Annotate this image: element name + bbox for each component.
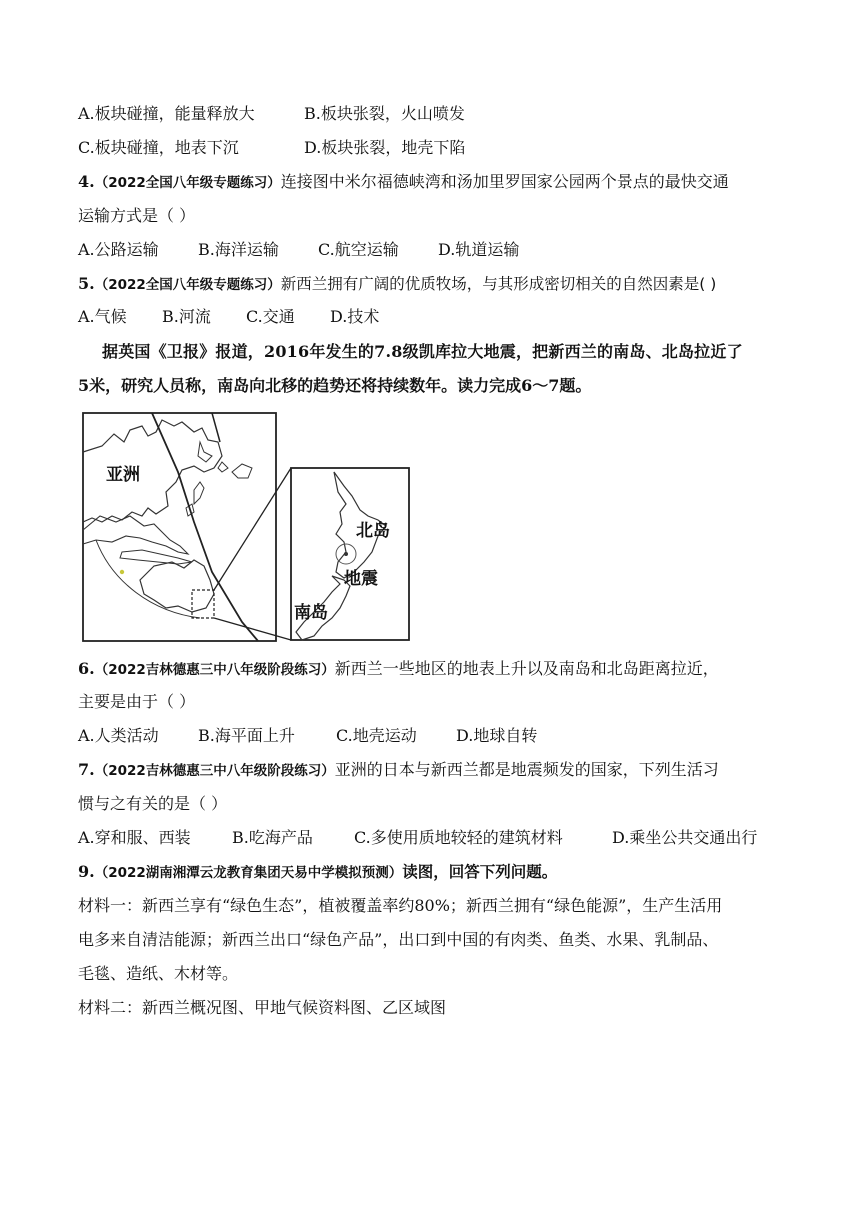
q5-options xyxy=(78,307,379,327)
q5-option-c: C.交通 xyxy=(246,307,295,326)
q3-options-row2 xyxy=(78,138,465,158)
q4-option-b: B.海洋运输 xyxy=(198,240,279,259)
q6-options xyxy=(78,726,537,746)
q9-stem xyxy=(78,862,557,883)
q5-option-d: D.技术 xyxy=(330,307,380,326)
q9-material1-line1: 材料一：新西兰享有“绿色生态”，植被覆盖率约80%；新西兰拥有“绿色能源”，生产生活用 xyxy=(78,896,723,915)
q5-stem-text: 新西兰拥有广阔的优质牧场，与其形成密切相关的自然因素是( ) xyxy=(280,275,717,293)
label-north-island: 北岛 xyxy=(356,521,390,541)
q9-material1-line3: 毛毯、造纸、木材等。 xyxy=(78,964,239,983)
q7-options xyxy=(78,828,757,848)
new-zealand-map-figure xyxy=(82,412,412,644)
q6-option-a: A.人类活动 xyxy=(78,726,159,745)
q5-source: （2022全国八年级专题练习） xyxy=(94,277,281,293)
q3-option-b: B.板块张裂，火山喷发 xyxy=(304,104,465,123)
q6-number: 6. xyxy=(78,659,95,678)
q7-number: 7. xyxy=(78,760,95,779)
q9-material1-line2: 电多来自清洁能源；新西兰出口“绿色产品”，出口到中国的有肉类、鱼类、水果、乳制品、 xyxy=(78,930,719,949)
q3-option-d: D.板块张裂，地壳下陷 xyxy=(304,138,466,157)
q7-stem-line2: 惯与之有关的是（ ） xyxy=(78,794,228,813)
passage-line1: 据英国《卫报》报道，2016年发生的7.8级凯库拉大地震，把新西兰的南岛、北岛拉近了 xyxy=(102,342,743,361)
q5-stem xyxy=(78,274,716,295)
q7-option-a: A.穿和服、西装 xyxy=(78,828,191,847)
q9-source: （2022湖南湘潭云龙教育集团天易中学模拟预测） xyxy=(94,865,403,881)
q7-option-d: D.乘坐公共交通出行 xyxy=(612,828,758,847)
q4-stem-line2: 运输方式是（ ） xyxy=(78,206,196,225)
q7-stem xyxy=(78,760,719,781)
earthquake-epicenter xyxy=(344,552,348,556)
q5-number: 5. xyxy=(78,274,95,293)
q5-option-a: A.气候 xyxy=(78,307,127,326)
q4-option-c: C.航空运输 xyxy=(318,240,399,259)
q7-source: （2022吉林德惠三中八年级阶段练习） xyxy=(94,763,335,779)
q9-number: 9. xyxy=(78,862,95,881)
q3-option-c: C.板块碰撞，地表下沉 xyxy=(78,138,239,157)
q6-stem-line2: 主要是由于（ ） xyxy=(78,692,196,711)
passage-line2: 5米，研究人员称，南岛向北移的趋势还将持续数年。读力完成6～7题。 xyxy=(78,376,592,395)
q3-options-row1 xyxy=(78,104,465,124)
q6-source: （2022吉林德惠三中八年级阶段练习） xyxy=(94,662,335,678)
q7-option-b: B.吃海产品 xyxy=(232,828,313,847)
q4-options xyxy=(78,240,519,260)
q6-stem-line1: 新西兰一些地区的地表上升以及南岛和北岛距离拉近， xyxy=(334,659,719,678)
q4-number: 4. xyxy=(78,172,95,191)
q4-stem-line1: 连接图中米尔福德峡湾和汤加里罗国家公园两个景点的最快交通 xyxy=(280,172,729,191)
q3-option-a: A.板块碰撞，能量释放大 xyxy=(78,104,255,123)
label-asia: 亚洲 xyxy=(106,465,140,485)
q7-stem-line1: 亚洲的日本与新西兰都是地震频发的国家，下列生活习 xyxy=(334,760,719,779)
q6-option-b: B.海平面上升 xyxy=(198,726,295,745)
q9-stem-text: 读图，回答下列问题。 xyxy=(402,863,558,881)
label-south-island: 南岛 xyxy=(294,603,328,623)
location-dot xyxy=(120,570,124,574)
q6-option-c: C.地壳运动 xyxy=(336,726,417,745)
q4-source: （2022全国八年级专题练习） xyxy=(94,175,281,191)
q4-option-a: A.公路运输 xyxy=(78,240,159,259)
label-earthquake: 地震 xyxy=(344,569,378,589)
q6-option-d: D.地球自转 xyxy=(456,726,538,745)
q4-stem xyxy=(78,172,729,193)
q9-material2: 材料二：新西兰概况图、甲地气候资料图、乙区域图 xyxy=(78,998,447,1017)
q7-option-c: C.多使用质地较轻的建筑材料 xyxy=(354,828,563,847)
q6-stem xyxy=(78,659,719,680)
q5-option-b: B.河流 xyxy=(162,307,211,326)
q4-option-d: D.轨道运输 xyxy=(438,240,520,259)
